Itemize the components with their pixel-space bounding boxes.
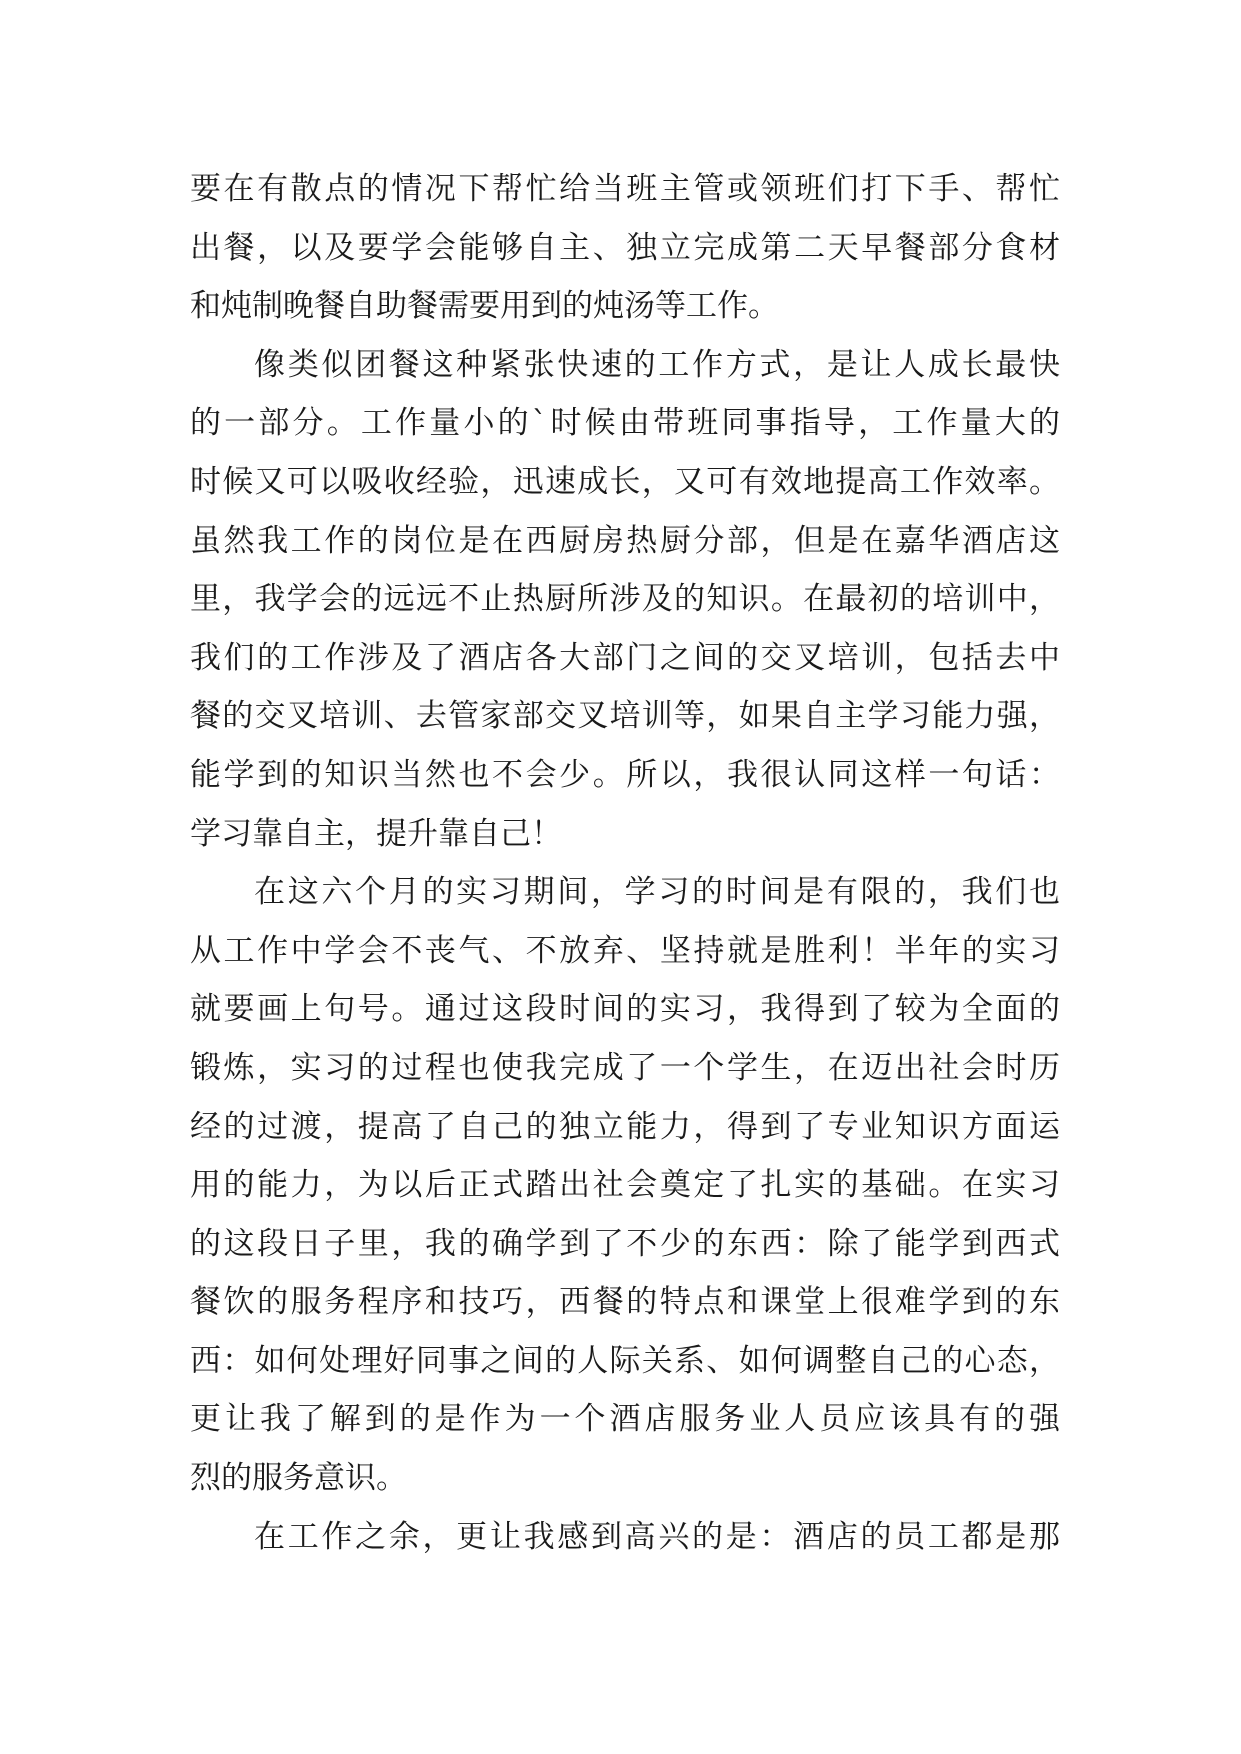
text-line: 餐饮的服务程序和技巧，西餐的特点和课堂上很难学到的东 — [190, 1284, 1060, 1321]
text-line: 烈的服务意识。 — [190, 1460, 407, 1497]
text-line: 和炖制晚餐自助餐需要用到的炖汤等工作。 — [190, 288, 779, 325]
text-line: 经的过渡，提高了自己的独立能力，得到了专业知识方面运 — [190, 1108, 1060, 1145]
text-line: 学习靠自主，提升靠自己！ — [190, 815, 562, 852]
text-line: 从工作中学会不丧气、不放弃、坚持就是胜利！半年的实习 — [190, 932, 1060, 969]
text-line: 虽然我工作的岗位是在西厨房热厨分部，但是在嘉华酒店这 — [190, 522, 1060, 559]
text-line: 的一部分。工作量小的`时候由带班同事指导，工作量大的 — [190, 405, 1060, 442]
text-line: 时候又可以吸收经验，迅速成长，又可有效地提高工作效率。 — [190, 463, 1060, 500]
text-line: 出餐，以及要学会能够自主、独立完成第二天早餐部分食材 — [190, 229, 1060, 266]
text-line: 能学到的知识当然也不会少。所以，我很认同这样一句话： — [190, 756, 1060, 793]
document-body — [190, 160, 1060, 1566]
text-line: 在工作之余，更让我感到高兴的是：酒店的员工都是那 — [254, 1518, 1060, 1555]
text-line: 西：如何处理好同事之间的人际关系、如何调整自己的心态， — [190, 1342, 1060, 1379]
text-line: 的这段日子里，我的确学到了不少的东西：除了能学到西式 — [190, 1225, 1060, 1262]
text-line: 我们的工作涉及了酒店各大部门之间的交叉培训，包括去中 — [190, 639, 1060, 676]
text-line: 就要画上句号。通过这段时间的实习，我得到了较为全面的 — [190, 991, 1060, 1028]
text-line: 锻炼，实习的过程也使我完成了一个学生，在迈出社会时历 — [190, 1049, 1060, 1086]
text-line: 在这六个月的实习期间，学习的时间是有限的，我们也 — [254, 874, 1060, 911]
text-line: 更让我了解到的是作为一个酒店服务业人员应该具有的强 — [190, 1401, 1060, 1438]
text-line: 里，我学会的远远不止热厨所涉及的知识。在最初的培训中， — [190, 581, 1060, 618]
text-line: 要在有散点的情况下帮忙给当班主管或领班们打下手、帮忙 — [190, 171, 1060, 207]
text-line: 餐的交叉培训、去管家部交叉培训等，如果自主学习能力强， — [190, 698, 1060, 735]
text-line: 像类似团餐这种紧张快速的工作方式，是让人成长最快 — [254, 346, 1060, 383]
text-line: 用的能力，为以后正式踏出社会奠定了扎实的基础。在实习 — [190, 1167, 1060, 1204]
